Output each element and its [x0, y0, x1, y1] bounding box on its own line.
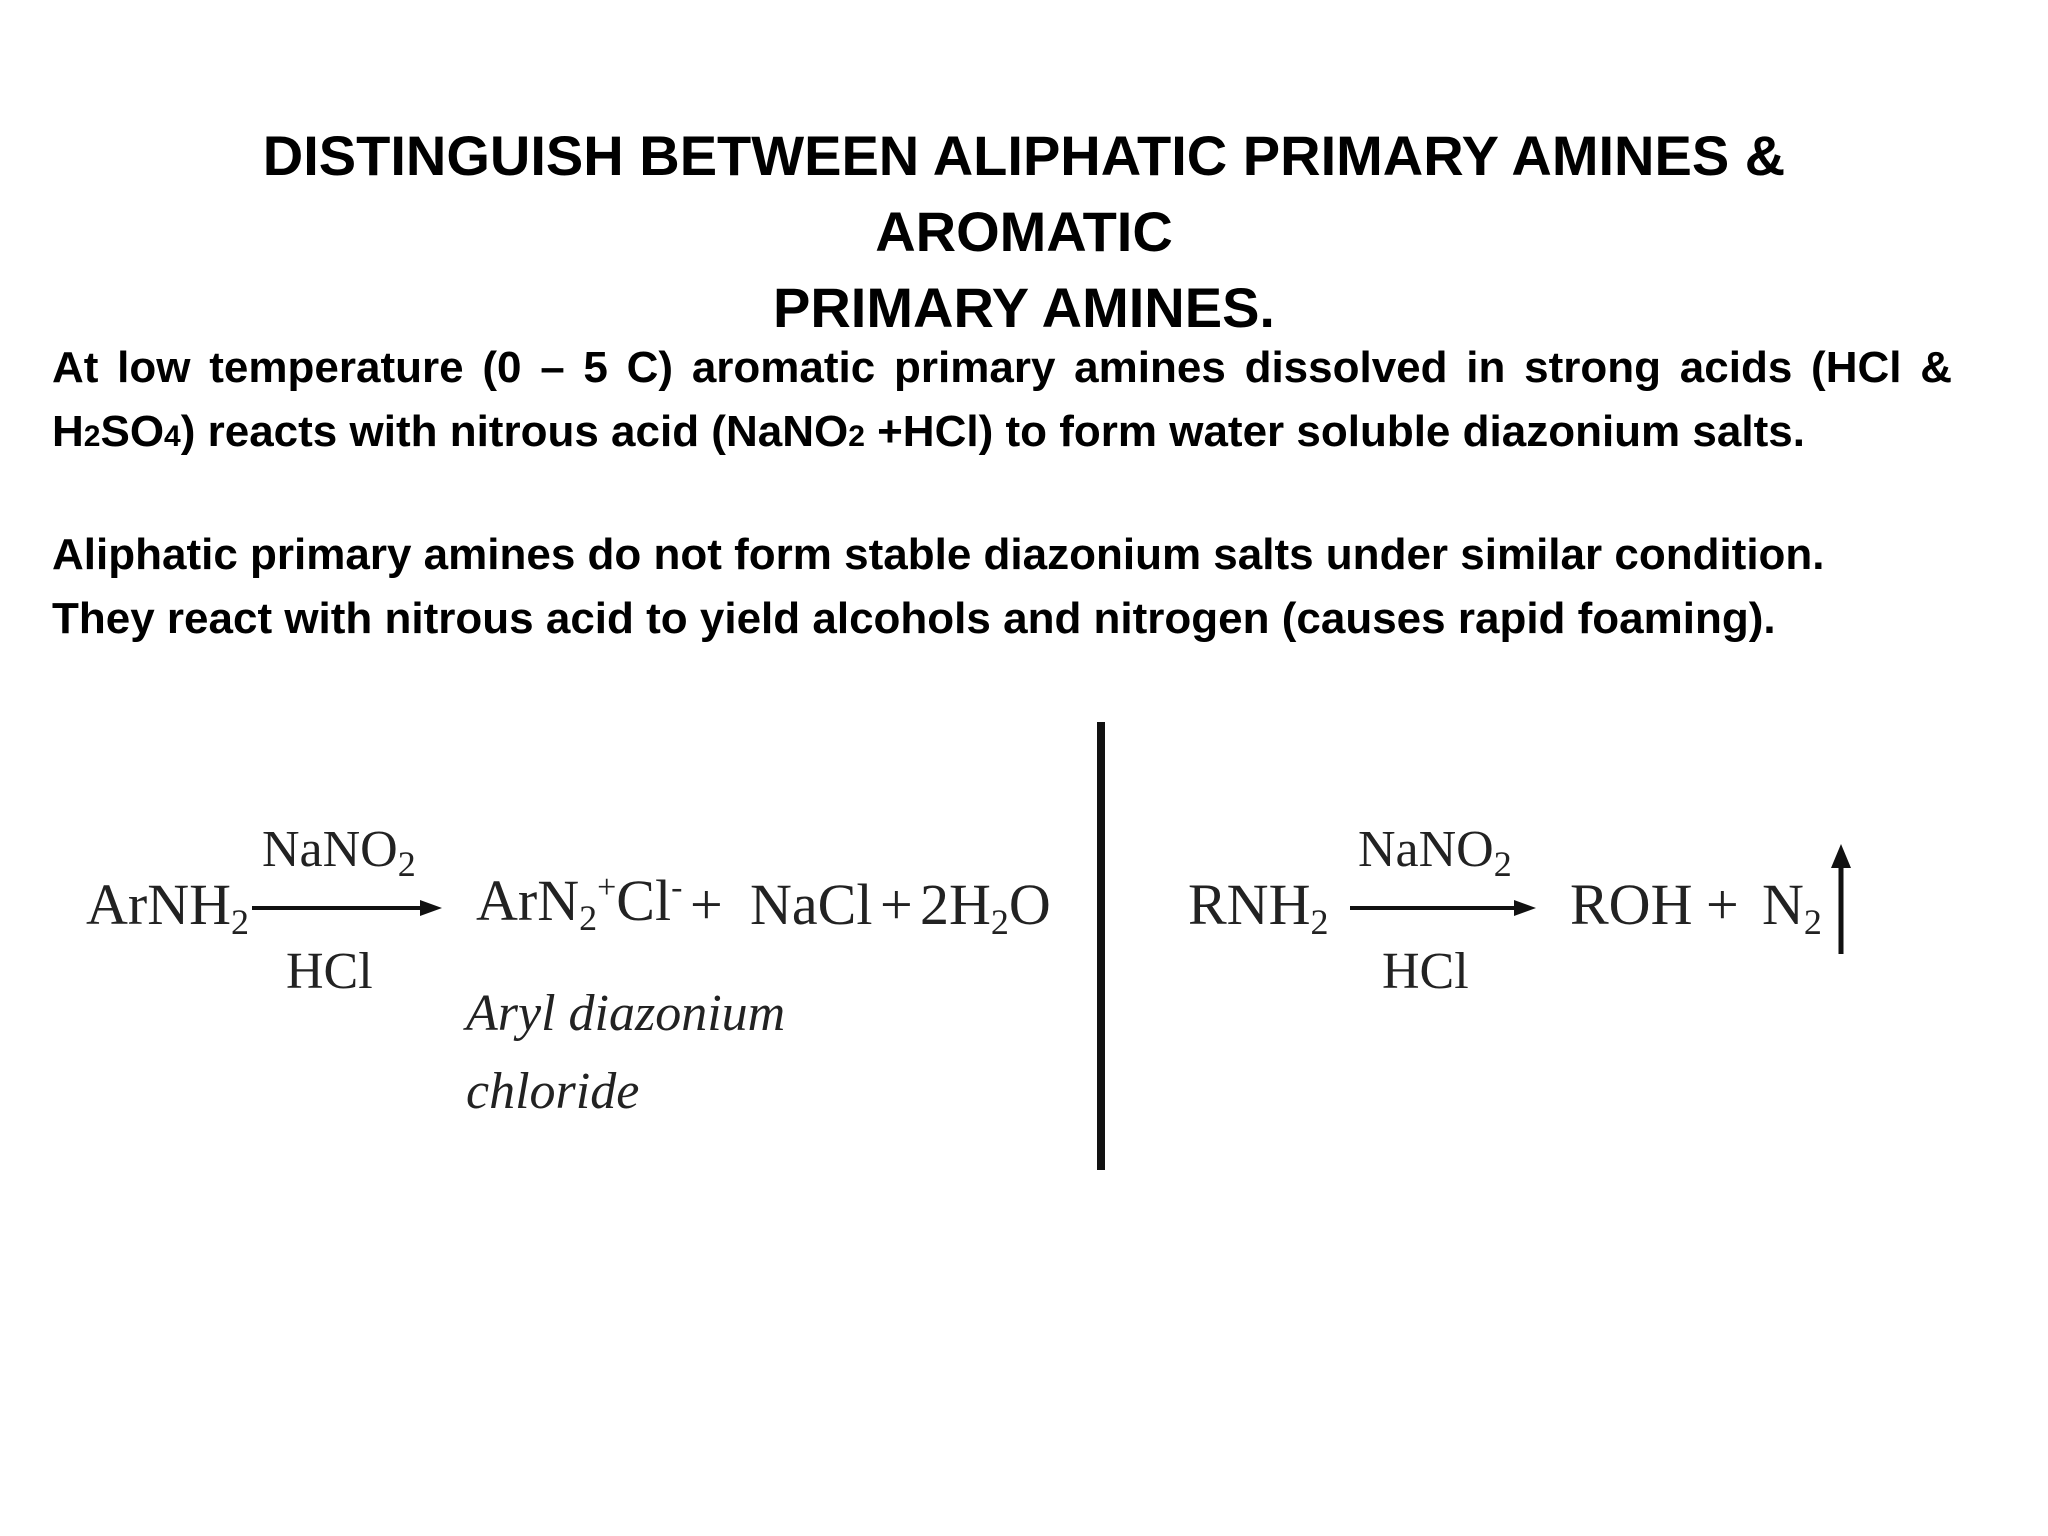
aliphatic-product-nitrogen	[1762, 872, 1822, 942]
paragraph-aliphatic-line-2: They react with nitrous acid to yield alcohols and nitrogen (causes rapid foaming).	[52, 594, 1776, 643]
product1-text: ArN	[476, 868, 580, 933]
aryl-diazonium-label-line-2: chloride	[466, 1063, 640, 1120]
reagent-top-text: NaNO	[262, 821, 398, 878]
reactant-sub: 2	[230, 902, 249, 942]
reaction-divider	[1097, 722, 1105, 1170]
paragraph-aliphatic	[52, 523, 1952, 651]
slide-title	[120, 118, 1928, 346]
aliphatic-reagent-top	[1358, 821, 1512, 884]
product1-sub: 2	[579, 898, 598, 938]
subscript-2: 2	[83, 420, 101, 453]
aryl-diazonium-label-line-1: Aryl diazonium	[466, 985, 786, 1042]
aromatic-plus-1: +	[690, 872, 723, 937]
aliphatic-reactant-text: RNH	[1188, 872, 1311, 937]
aliphatic-arrow-head-icon	[1514, 900, 1536, 916]
subscript-2b: 2	[848, 420, 865, 453]
aromatic-arrow-shaft	[252, 906, 424, 910]
paragraph-aliphatic-line-1: Aliphatic primary amines do not form stable diazonium salts under similar condition.	[52, 530, 1825, 579]
aromatic-arrow-head-icon	[420, 900, 442, 916]
product3-end: O	[1008, 872, 1051, 937]
aliphatic-reactant	[1188, 872, 1329, 942]
reagent-top-sub: 2	[397, 844, 416, 884]
text-h: H	[52, 407, 84, 456]
text-nitrous-acid: ) reacts with nitrous acid (NaNO	[180, 407, 849, 456]
product1-sup: +	[597, 869, 617, 906]
aromatic-product-diazonium	[476, 868, 683, 938]
nitrogen-sub: 2	[1803, 902, 1822, 942]
text-diazonium-salts: +HCl) to form water soluble diazonium salts.	[864, 407, 1805, 456]
title-line-2: PRIMARY AMINES.	[773, 276, 1275, 339]
paragraph-aromatic-line-1: At low temperature (0 – 5 C) aromatic primary amines dissolved in strong acids (HCl &	[52, 343, 1952, 392]
nitrogen-text: N	[1762, 872, 1804, 937]
aliphatic-reactant-sub: 2	[1310, 902, 1329, 942]
aliphatic-reagent-bottom: HCl	[1382, 943, 1469, 1000]
aliphatic-arrow-shaft	[1350, 906, 1518, 910]
paragraph-aromatic-line-2	[52, 400, 1952, 464]
aromatic-reagent-top	[262, 821, 416, 884]
aliphatic-reagent-top-sub: 2	[1493, 844, 1512, 884]
product3-text: 2H	[920, 872, 991, 937]
aliphatic-product-alcohol: ROH	[1570, 872, 1693, 937]
gas-evolution-up-arrow-icon	[1831, 844, 1851, 954]
product3-sub: 2	[990, 902, 1009, 942]
title-line-1: DISTINGUISH BETWEEN ALIPHATIC PRIMARY AMINES & AROMATIC	[262, 124, 1786, 263]
reactant-text: ArNH	[86, 872, 231, 937]
aliphatic-plus-1: +	[1706, 872, 1739, 937]
aromatic-product-nacl: NaCl	[750, 872, 873, 937]
aromatic-reagent-bottom: HCl	[286, 943, 373, 1000]
aliphatic-reagent-top-text: NaNO	[1358, 821, 1494, 878]
aromatic-reactant	[86, 872, 249, 942]
subscript-4: 4	[164, 420, 181, 453]
text-so: SO	[100, 407, 165, 456]
aromatic-product-water	[920, 872, 1051, 942]
paragraph-aromatic	[52, 336, 1952, 464]
product1-anion-sup: -	[671, 869, 683, 906]
product1-anion: Cl	[616, 868, 672, 933]
aromatic-plus-2: +	[880, 872, 913, 937]
